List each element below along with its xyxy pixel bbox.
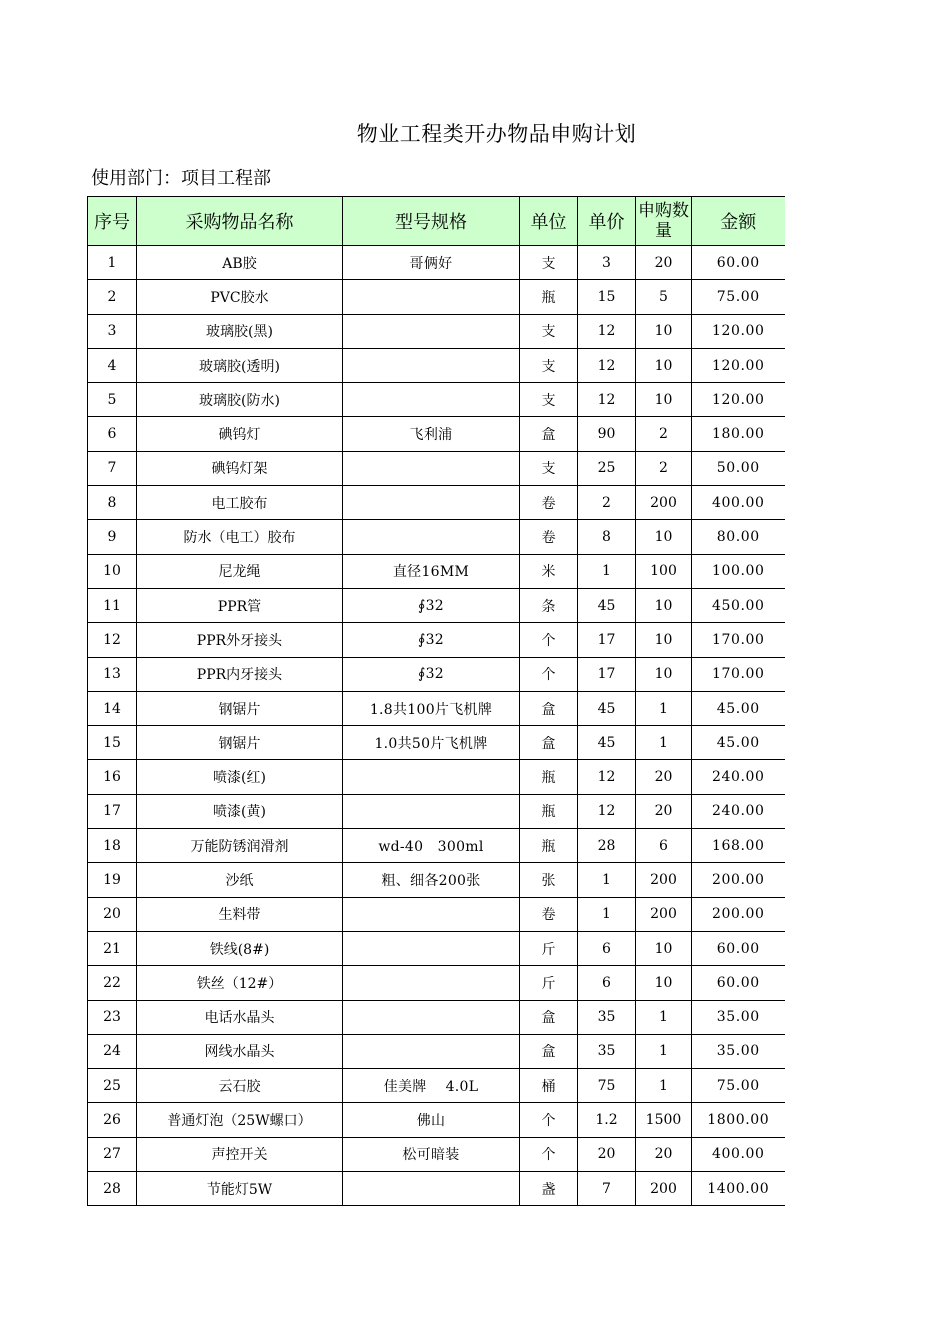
cell-unit-price: 1.2 <box>578 1103 636 1137</box>
cell-unit: 卷 <box>520 486 578 520</box>
cell-index: 26 <box>88 1103 137 1137</box>
cell-item-name: 防水（电工）胶布 <box>137 520 343 554</box>
cell-item-name: PPR内牙接头 <box>137 657 343 691</box>
cell-unit-price: 7 <box>578 1172 636 1206</box>
cell-unit-price: 6 <box>578 966 636 1000</box>
cell-amount: 120.00 <box>692 314 785 348</box>
cell-quantity: 1 <box>636 1034 692 1068</box>
cell-amount: 50.00 <box>692 451 785 485</box>
cell-amount: 1800.00 <box>692 1103 785 1137</box>
cell-unit-price: 35 <box>578 1034 636 1068</box>
cell-index: 12 <box>88 623 137 657</box>
header-unit-price: 单价 <box>578 197 636 246</box>
cell-spec <box>343 897 520 931</box>
cell-amount: 240.00 <box>692 760 785 794</box>
cell-index: 16 <box>88 760 137 794</box>
cell-index: 20 <box>88 897 137 931</box>
table-row <box>88 246 785 280</box>
cell-unit-price: 6 <box>578 931 636 965</box>
cell-unit: 卷 <box>520 897 578 931</box>
cell-spec <box>343 383 520 417</box>
cell-unit-price: 1 <box>578 897 636 931</box>
cell-item-name: 万能防锈润滑剂 <box>137 829 343 863</box>
cell-unit-price: 12 <box>578 348 636 382</box>
cell-item-name: 钢锯片 <box>137 691 343 725</box>
cell-unit-price: 45 <box>578 726 636 760</box>
cell-unit-price: 2 <box>578 486 636 520</box>
cell-index: 9 <box>88 520 137 554</box>
table-row <box>88 931 785 965</box>
cell-unit: 瓶 <box>520 829 578 863</box>
cell-item-name: 普通灯泡（25W螺口） <box>137 1103 343 1137</box>
table-row <box>88 726 785 760</box>
table-header-row <box>88 197 785 246</box>
cell-index: 10 <box>88 554 137 588</box>
table-row <box>88 417 785 451</box>
cell-amount: 35.00 <box>692 1000 785 1034</box>
cell-quantity: 2 <box>636 417 692 451</box>
cell-unit: 个 <box>520 657 578 691</box>
cell-spec <box>343 760 520 794</box>
cell-amount: 120.00 <box>692 383 785 417</box>
cell-item-name: 钢锯片 <box>137 726 343 760</box>
cell-unit-price: 75 <box>578 1069 636 1103</box>
purchase-table <box>87 196 785 1206</box>
cell-spec <box>343 451 520 485</box>
cell-index: 8 <box>88 486 137 520</box>
cell-unit: 桶 <box>520 1069 578 1103</box>
cell-spec <box>343 931 520 965</box>
cell-unit: 盒 <box>520 417 578 451</box>
cell-spec: 佛山 <box>343 1103 520 1137</box>
cell-index: 22 <box>88 966 137 1000</box>
cell-spec: 飞利浦 <box>343 417 520 451</box>
cell-item-name: 喷漆(黄) <box>137 794 343 828</box>
cell-quantity: 100 <box>636 554 692 588</box>
cell-amount: 45.00 <box>692 691 785 725</box>
cell-quantity: 10 <box>636 383 692 417</box>
table-row <box>88 314 785 348</box>
cell-item-name: 声控开关 <box>137 1137 343 1171</box>
table-row <box>88 897 785 931</box>
cell-amount: 60.00 <box>692 931 785 965</box>
cell-quantity: 10 <box>636 588 692 622</box>
table-row <box>88 623 785 657</box>
cell-spec: 松可暗装 <box>343 1137 520 1171</box>
table-row <box>88 383 785 417</box>
cell-quantity: 200 <box>636 486 692 520</box>
cell-amount: 75.00 <box>692 1069 785 1103</box>
cell-index: 21 <box>88 931 137 965</box>
cell-quantity: 5 <box>636 280 692 314</box>
cell-unit-price: 8 <box>578 520 636 554</box>
cell-item-name: 铁线(8#) <box>137 931 343 965</box>
cell-quantity: 20 <box>636 1137 692 1171</box>
cell-spec <box>343 1172 520 1206</box>
cell-amount: 1400.00 <box>692 1172 785 1206</box>
cell-unit-price: 3 <box>578 246 636 280</box>
cell-item-name: 碘钨灯架 <box>137 451 343 485</box>
cell-item-name: 喷漆(红) <box>137 760 343 794</box>
cell-index: 13 <box>88 657 137 691</box>
cell-spec <box>343 520 520 554</box>
cell-amount: 170.00 <box>692 657 785 691</box>
cell-item-name: 碘钨灯 <box>137 417 343 451</box>
cell-item-name: 玻璃胶(透明) <box>137 348 343 382</box>
cell-index: 28 <box>88 1172 137 1206</box>
cell-index: 27 <box>88 1137 137 1171</box>
cell-index: 25 <box>88 1069 137 1103</box>
cell-item-name: 电工胶布 <box>137 486 343 520</box>
cell-spec <box>343 794 520 828</box>
cell-unit: 瓶 <box>520 760 578 794</box>
cell-amount: 170.00 <box>692 623 785 657</box>
table-row <box>88 451 785 485</box>
cell-unit-price: 12 <box>578 760 636 794</box>
cell-spec <box>343 486 520 520</box>
header-spec: 型号规格 <box>343 197 520 246</box>
page-title: 物业工程类开办物品申购计划 <box>356 122 637 146</box>
cell-spec <box>343 1000 520 1034</box>
department-label: 使用部门：项目工程部 <box>91 168 271 189</box>
cell-item-name: PPR管 <box>137 588 343 622</box>
cell-quantity: 2 <box>636 451 692 485</box>
table-row <box>88 1034 785 1068</box>
cell-unit-price: 45 <box>578 691 636 725</box>
table-row <box>88 829 785 863</box>
cell-spec <box>343 280 520 314</box>
table-row <box>88 520 785 554</box>
cell-amount: 60.00 <box>692 246 785 280</box>
cell-item-name: 电话水晶头 <box>137 1000 343 1034</box>
cell-item-name: 节能灯5W <box>137 1172 343 1206</box>
cell-index: 17 <box>88 794 137 828</box>
cell-unit-price: 17 <box>578 623 636 657</box>
cell-amount: 240.00 <box>692 794 785 828</box>
table-row <box>88 1000 785 1034</box>
cell-index: 15 <box>88 726 137 760</box>
cell-index: 14 <box>88 691 137 725</box>
cell-index: 5 <box>88 383 137 417</box>
cell-quantity: 200 <box>636 1172 692 1206</box>
cell-unit-price: 25 <box>578 451 636 485</box>
cell-amount: 450.00 <box>692 588 785 622</box>
header-unit: 单位 <box>520 197 578 246</box>
cell-unit: 斤 <box>520 966 578 1000</box>
cell-amount: 60.00 <box>692 966 785 1000</box>
cell-item-name: 玻璃胶(防水) <box>137 383 343 417</box>
cell-spec: ∮32 <box>343 588 520 622</box>
cell-item-name: 网线水晶头 <box>137 1034 343 1068</box>
cell-unit-price: 1 <box>578 554 636 588</box>
cell-quantity: 10 <box>636 623 692 657</box>
table-row <box>88 966 785 1000</box>
cell-spec <box>343 1034 520 1068</box>
cell-unit-price: 28 <box>578 829 636 863</box>
cell-index: 6 <box>88 417 137 451</box>
cell-item-name: PVC胶水 <box>137 280 343 314</box>
cell-quantity: 1 <box>636 726 692 760</box>
cell-unit-price: 90 <box>578 417 636 451</box>
cell-item-name: PPR外牙接头 <box>137 623 343 657</box>
cell-unit-price: 12 <box>578 383 636 417</box>
cell-unit: 支 <box>520 246 578 280</box>
cell-amount: 180.00 <box>692 417 785 451</box>
table-row <box>88 1069 785 1103</box>
cell-unit-price: 12 <box>578 314 636 348</box>
cell-unit: 斤 <box>520 931 578 965</box>
cell-unit-price: 12 <box>578 794 636 828</box>
cell-index: 3 <box>88 314 137 348</box>
cell-quantity: 1 <box>636 691 692 725</box>
table-row <box>88 1103 785 1137</box>
cell-item-name: 云石胶 <box>137 1069 343 1103</box>
cell-amount: 400.00 <box>692 486 785 520</box>
cell-spec: 粗、细各200张 <box>343 863 520 897</box>
table-row <box>88 486 785 520</box>
cell-unit: 瓶 <box>520 794 578 828</box>
cell-index: 11 <box>88 588 137 622</box>
header-amount: 金额 <box>692 197 785 246</box>
cell-unit: 张 <box>520 863 578 897</box>
cell-item-name: 玻璃胶(黑) <box>137 314 343 348</box>
cell-quantity: 6 <box>636 829 692 863</box>
table-row <box>88 554 785 588</box>
cell-index: 19 <box>88 863 137 897</box>
cell-quantity: 10 <box>636 520 692 554</box>
cell-unit: 盏 <box>520 1172 578 1206</box>
table-row <box>88 657 785 691</box>
cell-index: 2 <box>88 280 137 314</box>
cell-spec: 哥俩好 <box>343 246 520 280</box>
cell-spec <box>343 314 520 348</box>
cell-unit: 盒 <box>520 1000 578 1034</box>
cell-unit: 条 <box>520 588 578 622</box>
table-row <box>88 863 785 897</box>
cell-unit-price: 17 <box>578 657 636 691</box>
cell-amount: 120.00 <box>692 348 785 382</box>
cell-unit: 个 <box>520 623 578 657</box>
cell-unit: 支 <box>520 383 578 417</box>
cell-item-name: 尼龙绳 <box>137 554 343 588</box>
cell-item-name: 铁丝（12#） <box>137 966 343 1000</box>
table-body <box>88 246 785 1206</box>
cell-quantity: 200 <box>636 897 692 931</box>
cell-unit: 盒 <box>520 1034 578 1068</box>
header-index: 序号 <box>88 197 137 246</box>
cell-unit: 卷 <box>520 520 578 554</box>
cell-amount: 80.00 <box>692 520 785 554</box>
cell-index: 24 <box>88 1034 137 1068</box>
table-row <box>88 280 785 314</box>
cell-index: 7 <box>88 451 137 485</box>
cell-item-name: 沙纸 <box>137 863 343 897</box>
cell-amount: 45.00 <box>692 726 785 760</box>
cell-index: 23 <box>88 1000 137 1034</box>
cell-unit: 支 <box>520 314 578 348</box>
cell-spec: ∮32 <box>343 623 520 657</box>
cell-spec: ∮32 <box>343 657 520 691</box>
cell-unit: 米 <box>520 554 578 588</box>
table-row <box>88 348 785 382</box>
table-row <box>88 1172 785 1206</box>
cell-unit-price: 15 <box>578 280 636 314</box>
cell-index: 4 <box>88 348 137 382</box>
cell-amount: 75.00 <box>692 280 785 314</box>
table-row <box>88 588 785 622</box>
cell-spec: 1.0共50片飞机牌 <box>343 726 520 760</box>
table-row <box>88 760 785 794</box>
cell-amount: 400.00 <box>692 1137 785 1171</box>
cell-amount: 200.00 <box>692 863 785 897</box>
cell-unit: 盒 <box>520 691 578 725</box>
cell-quantity: 10 <box>636 348 692 382</box>
cell-quantity: 10 <box>636 314 692 348</box>
table-row <box>88 691 785 725</box>
cell-unit: 个 <box>520 1137 578 1171</box>
cell-spec: wd-40 300ml <box>343 829 520 863</box>
table-row <box>88 794 785 828</box>
cell-spec <box>343 966 520 1000</box>
header-item-name: 采购物品名称 <box>137 197 343 246</box>
cell-item-name: 生料带 <box>137 897 343 931</box>
cell-unit-price: 45 <box>578 588 636 622</box>
cell-spec: 直径16MM <box>343 554 520 588</box>
cell-unit: 瓶 <box>520 280 578 314</box>
cell-quantity: 200 <box>636 863 692 897</box>
cell-spec: 佳美牌 4.0L <box>343 1069 520 1103</box>
cell-unit-price: 20 <box>578 1137 636 1171</box>
cell-item-name: AB胶 <box>137 246 343 280</box>
cell-quantity: 1 <box>636 1069 692 1103</box>
cell-quantity: 10 <box>636 931 692 965</box>
cell-amount: 100.00 <box>692 554 785 588</box>
cell-amount: 200.00 <box>692 897 785 931</box>
cell-spec: 1.8共100片飞机牌 <box>343 691 520 725</box>
cell-quantity: 20 <box>636 246 692 280</box>
cell-unit-price: 35 <box>578 1000 636 1034</box>
cell-unit: 支 <box>520 348 578 382</box>
cell-unit: 个 <box>520 1103 578 1137</box>
cell-index: 18 <box>88 829 137 863</box>
table-row <box>88 1137 785 1171</box>
cell-quantity: 1500 <box>636 1103 692 1137</box>
cell-quantity: 10 <box>636 657 692 691</box>
cell-spec <box>343 348 520 382</box>
cell-amount: 35.00 <box>692 1034 785 1068</box>
cell-unit-price: 1 <box>578 863 636 897</box>
cell-index: 1 <box>88 246 137 280</box>
cell-quantity: 20 <box>636 760 692 794</box>
cell-quantity: 20 <box>636 794 692 828</box>
cell-quantity: 10 <box>636 966 692 1000</box>
cell-unit: 盒 <box>520 726 578 760</box>
cell-amount: 168.00 <box>692 829 785 863</box>
cell-quantity: 1 <box>636 1000 692 1034</box>
cell-unit: 支 <box>520 451 578 485</box>
header-quantity: 申购数量 <box>636 197 692 246</box>
